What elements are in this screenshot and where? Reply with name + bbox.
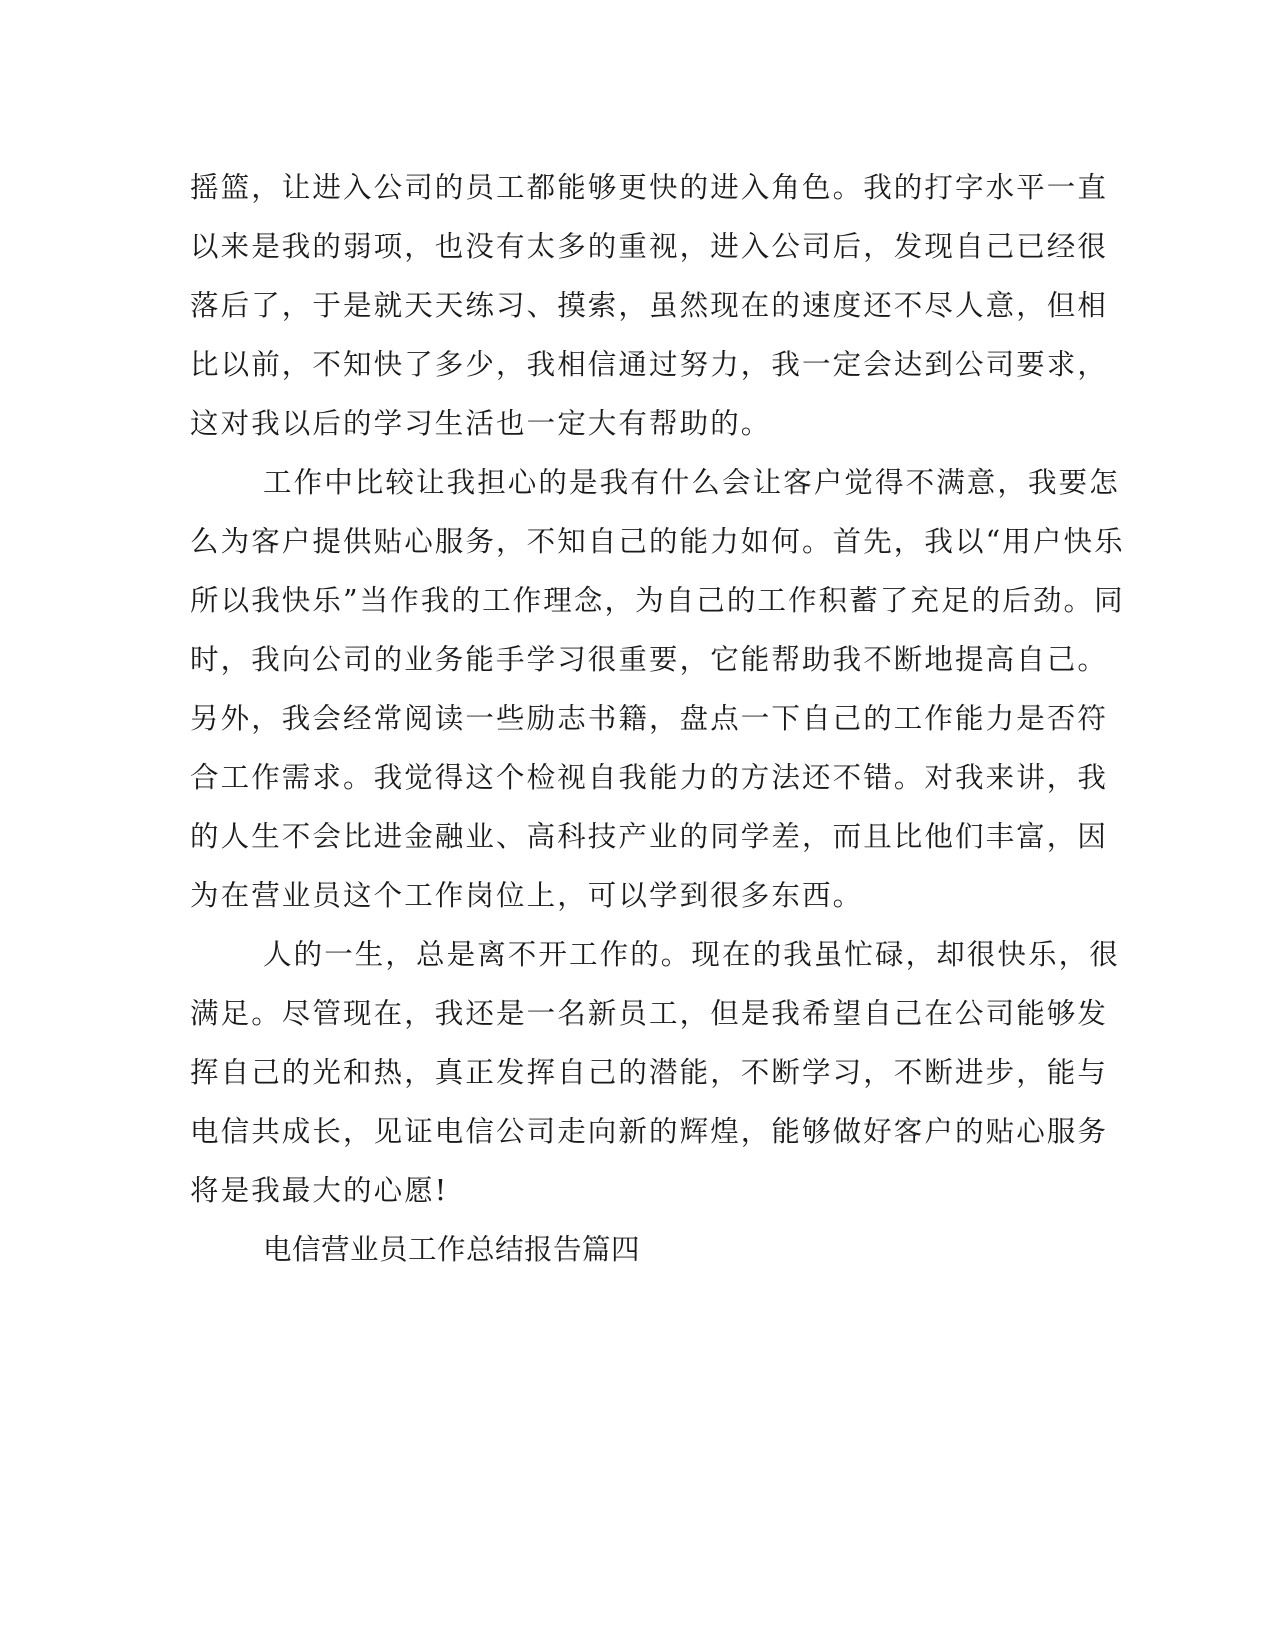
paragraph-line: 另外，我会经常阅读一些励志书籍，盘点一下自己的工作能力是否符: [190, 702, 1109, 735]
paragraph-line: 么为客户提供贴心服务，不知自己的能力如何。首先，我以“用户快乐: [190, 525, 1125, 558]
paragraph-2: [190, 453, 1125, 925]
paragraph-line: 电信共成长，见证电信公司走向新的辉煌，能够做好客户的贴心服务: [190, 1115, 1109, 1148]
paragraph-line: 满足。尽管现在，我还是一名新员工，但是我希望自己在公司能够发: [190, 997, 1109, 1030]
paragraph-line: 为在营业员这个工作岗位上，可以学到很多东西。: [190, 879, 864, 912]
paragraph-line: 的人生不会比进金融业、高科技产业的同学差，而且比他们丰富，因: [190, 820, 1109, 853]
paragraph-line: 合工作需求。我觉得这个检视自我能力的方法还不错。对我来讲，我: [190, 761, 1109, 794]
paragraph-line: 工作中比较让我担心的是我有什么会让客户觉得不满意，我要怎: [263, 466, 1120, 499]
paragraph-line: 这对我以后的学习生活也一定大有帮助的。: [190, 407, 772, 440]
paragraph-line: 以来是我的弱项，也没有太多的重视，进入公司后，发现自己已经很: [190, 230, 1109, 263]
section-heading: 电信营业员工作总结报告篇四: [263, 1233, 641, 1266]
paragraph-line: 比以前，不知快了多少，我相信通过努力，我一定会达到公司要求，: [190, 348, 1109, 381]
paragraph-line: 落后了，于是就天天练习、摸索，虽然现在的速度还不尽人意，但相: [190, 289, 1109, 322]
paragraph-line: 所以我快乐”当作我的工作理念，为自己的工作积蓄了充足的后劲。同: [190, 584, 1125, 617]
document-body: [190, 158, 1125, 1279]
paragraph-1: [190, 158, 1109, 453]
paragraph-line: 摇篮，让进入公司的员工都能够更快的进入角色。我的打字水平一直: [190, 171, 1109, 204]
paragraph-line: 挥自己的光和热，真正发挥自己的潜能，不断学习，不断进步，能与: [190, 1056, 1109, 1089]
paragraph-line: 将是我最大的心愿!: [190, 1174, 449, 1207]
paragraph-line: 时，我向公司的业务能手学习很重要，它能帮助我不断地提高自己。: [190, 643, 1109, 676]
paragraph-3: [190, 925, 1120, 1220]
paragraph-line: 人的一生，总是离不开工作的。现在的我虽忙碌，却很快乐，很: [263, 938, 1120, 971]
